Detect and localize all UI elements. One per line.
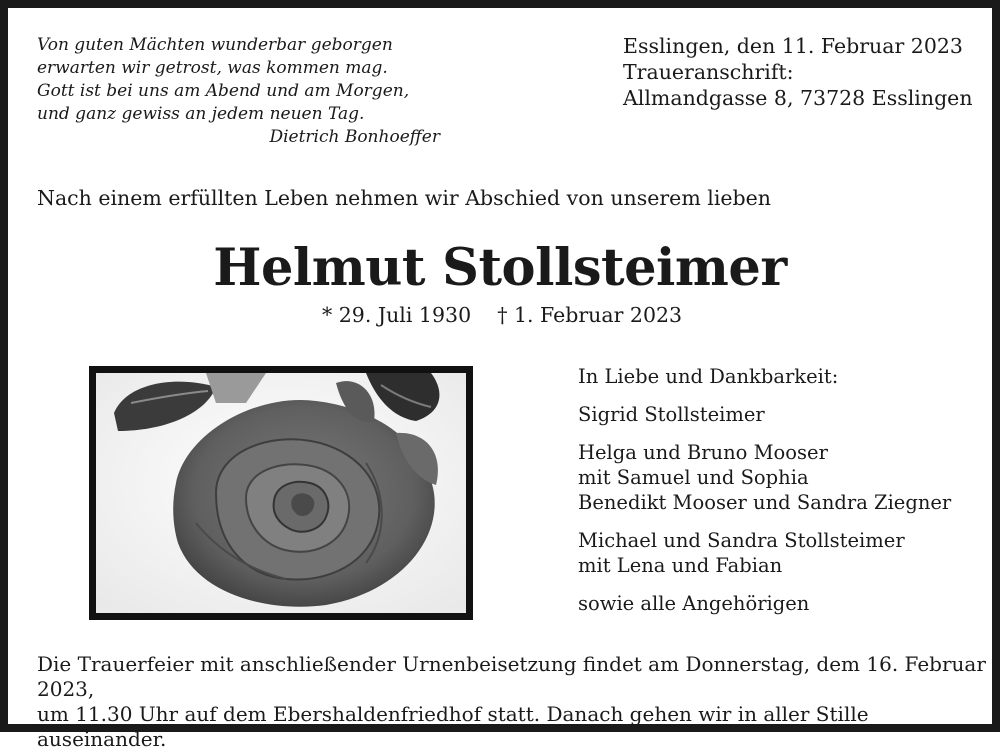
funeral-info (37, 652, 1000, 752)
family-member: Sigrid Stollsteimer (578, 403, 765, 426)
funeral-info-line: um 11.30 Uhr auf dem Ebershaldenfriedhof statt. Danach gehen wir in aller Stille auseinander. (37, 702, 869, 751)
address-label: Traueranschrift: (623, 60, 794, 84)
family-list (578, 364, 951, 629)
family-member: mit Lena und Fabian (578, 554, 783, 577)
quote-line: Von guten Mächten wunderbar geborgen (37, 35, 393, 55)
deceased-name: Helmut Stollsteimer (213, 238, 787, 298)
family-member: Helga und Bruno Mooser (578, 441, 828, 464)
life-dates (322, 303, 682, 327)
family-group (578, 402, 951, 427)
mourning-address (623, 33, 973, 111)
quote-line: Gott ist bei uns am Abend und am Morgen, (37, 81, 410, 101)
bonhoeffer-quote (37, 34, 457, 149)
quote-line: und ganz gewiss an jedem neuen Tag. (37, 104, 365, 124)
quote-author: Dietrich Bonhoeffer (269, 127, 440, 147)
family-member: sowie alle Angehörigen (578, 592, 810, 615)
family-member: Michael und Sandra Stollsteimer (578, 529, 905, 552)
family-group (578, 591, 951, 616)
family-group (578, 528, 951, 578)
funeral-info-line: Die Trauerfeier mit anschließender Urnenbeisetzung findet am Donnerstag, dem 16. Februar 2023, (37, 652, 986, 701)
place-date: Esslingen, den 11. Februar 2023 (623, 34, 963, 58)
intro-text: Nach einem erfüllten Leben nehmen wir Abschied von unserem lieben (37, 186, 771, 210)
family-heading: In Liebe und Dankbarkeit: (578, 365, 839, 388)
death-date: † 1. Februar 2023 (497, 303, 683, 327)
family-member: Benedikt Mooser und Sandra Ziegner (578, 491, 952, 514)
family-group (578, 440, 951, 515)
address-street: Allmandgasse 8, 73728 Esslingen (623, 86, 973, 110)
birth-date: * 29. Juli 1930 (322, 303, 472, 327)
family-member: mit Samuel und Sophia (578, 466, 809, 489)
quote-line: erwarten wir getrost, was kommen mag. (37, 58, 388, 78)
rose-image (89, 366, 473, 620)
